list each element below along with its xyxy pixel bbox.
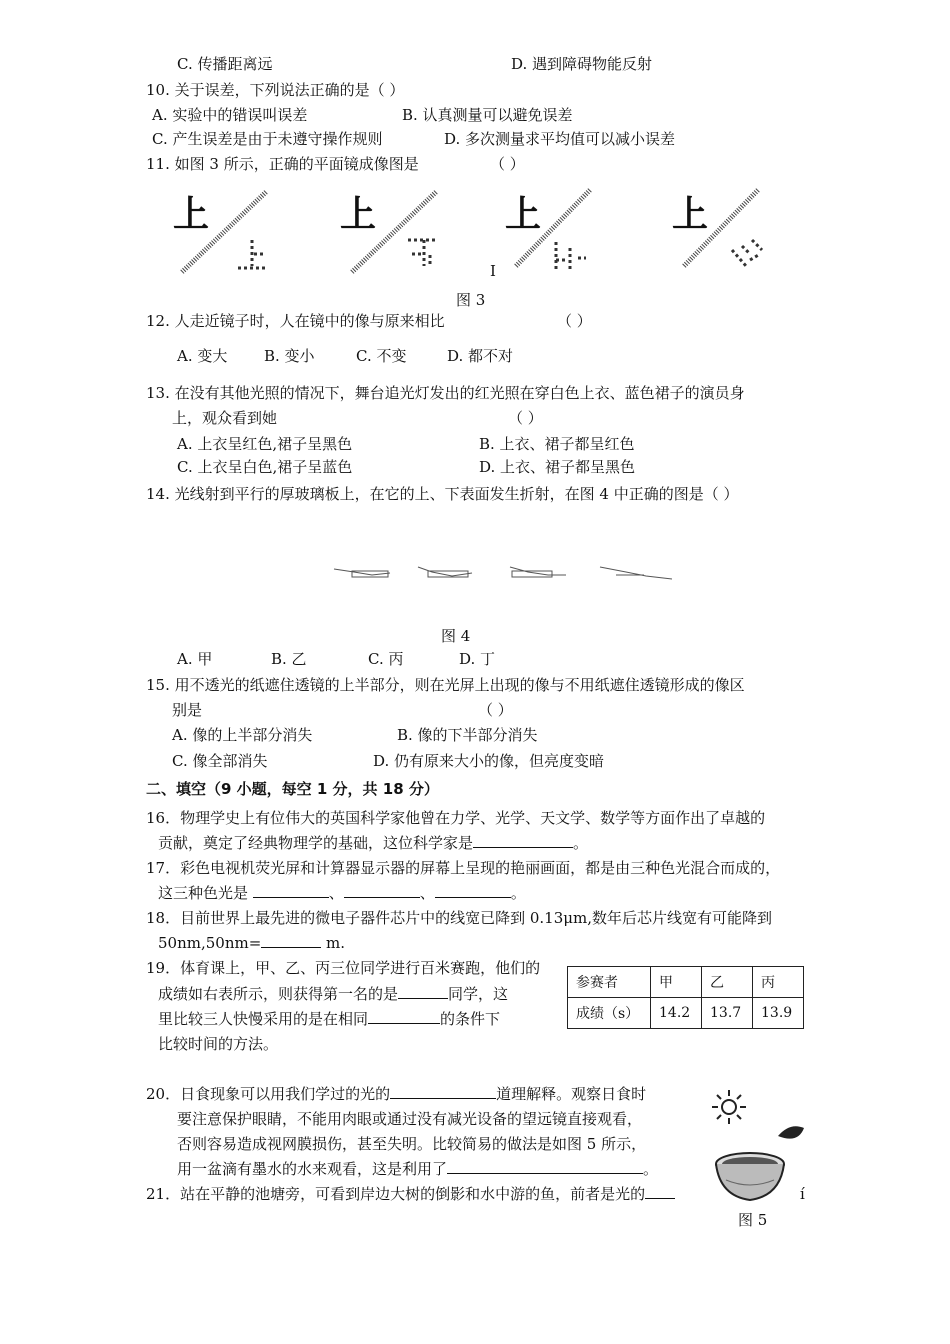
eye-icon [776, 1122, 806, 1148]
q15-option-d: D. 仍有原来大小的像，但亮度变暗 [373, 752, 605, 770]
q20-line3: 否则容易造成视网膜损伤，甚至失明。比较简易的做法是如图 5 所示， [177, 1135, 647, 1153]
table-header-cell: 乙 [702, 967, 753, 998]
table-header-cell: 参赛者 [568, 967, 651, 998]
q19-blank-2[interactable] [368, 1009, 440, 1024]
image-3 [548, 238, 588, 278]
q15-stem-line2: 别是 [172, 701, 203, 719]
object-char-4: 上 [672, 194, 709, 235]
figure-3-caption: 图 3 [456, 291, 486, 309]
q18-line1: 18．目前世界上最先进的微电子器件芯片中的线宽已降到 0.13μm,数年后芯片线宽有可能降到 [146, 909, 772, 927]
q12-option-b: B. 变小 [264, 347, 315, 365]
q10-stem: 10. 关于误差，下列说法正确的是（ ） [146, 81, 405, 99]
q19-blank-1[interactable] [398, 984, 448, 999]
q17-line1: 17．彩色电视机荧光屏和计算器显示器的屏幕上呈现的艳丽画面，都是由三种色光混合而成的， [146, 859, 781, 877]
q18-line2: 50nm,50nm= m. [158, 934, 346, 952]
q13-stem-line2: 上，观众看到她 [172, 409, 278, 427]
q15-paren: （ ） [478, 701, 513, 719]
glass-diagram-b [416, 563, 476, 583]
q21-line1: 21．站在平静的池塘旁，可看到岸边大树的倒影和水中游的鱼，前者是光的 [146, 1184, 675, 1204]
table-cell: 14.2 [651, 998, 702, 1029]
q15-option-b: B. 像的下半部分消失 [397, 726, 538, 744]
glass-diagram-c [508, 563, 568, 583]
q10-option-c: C. 产生误差是由于未遵守操作规则 [152, 130, 383, 148]
q17-blank-3[interactable] [435, 883, 511, 898]
q14-option-a: A. 甲 [177, 650, 213, 668]
q17-blank-2[interactable] [344, 883, 420, 898]
stray-mark: I [490, 262, 496, 280]
q13-stem-line1: 13. 在没有其他光照的情况下，舞台追光灯发出的红光照在穿白色上衣、蓝色裙子的演员身 [146, 384, 745, 402]
q10-option-d: D. 多次测量求平均值可以减小误差 [444, 130, 676, 148]
figure-4-caption: 图 4 [441, 627, 471, 645]
q12-option-c: C. 不变 [356, 347, 407, 365]
table-header-cell: 丙 [753, 967, 804, 998]
table-header-cell: 甲 [651, 967, 702, 998]
q19-line2: 成绩如右表所示，则获得第一名的是 同学，这 [158, 985, 509, 1003]
q9-option-c: C. 传播距离远 [177, 55, 273, 73]
object-char-3: 上 [505, 194, 542, 235]
q20-blank-1[interactable] [390, 1084, 496, 1099]
q10-option-a: A. 实验中的错误叫误差 [152, 106, 308, 124]
image-4 [728, 236, 768, 272]
table-row-label: 成绩（s） [568, 998, 651, 1029]
q20-line4: 用一盆滴有墨水的水来观看，这是利用了 。 [177, 1160, 659, 1178]
q13-option-d: D. 上衣、裙子都呈黑色 [479, 458, 636, 476]
glass-diagram-a [332, 563, 392, 583]
q15-option-a: A. 像的上半部分消失 [172, 726, 313, 744]
q11-paren: （ ） [490, 155, 525, 173]
q15-option-c: C. 像全部消失 [172, 752, 268, 770]
object-char-2: 上 [340, 194, 377, 235]
q21-tail: í [800, 1185, 805, 1203]
glass-diagram-d [596, 563, 676, 583]
q14-option-d: D. 丁 [459, 650, 496, 668]
q14-option-b: B. 乙 [271, 650, 307, 668]
q20-line2: 要注意保护眼睛，不能用肉眼或通过没有减光设备的望远镜直接观看， [177, 1110, 643, 1128]
q9-option-d: D. 遇到障碍物能反射 [511, 55, 653, 73]
q21-blank[interactable] [645, 1184, 675, 1199]
q13-option-a: A. 上衣呈红色,裙子呈黑色 [177, 435, 353, 453]
q17-blank-1[interactable] [253, 883, 329, 898]
figure-5-caption: 图 5 [738, 1211, 768, 1229]
q16-line1: 16．物理学史上有位伟大的英国科学家他曾在力学、光学、天文学、数学等方面作出了卓越的 [146, 809, 766, 827]
q15-stem-line1: 15. 用不透光的纸遮住透镜的上半部分，则在光屏上出现的像与不用纸遮住透镜形成的像区 [146, 676, 745, 694]
table-header-row [568, 967, 804, 998]
table-row [568, 998, 804, 1029]
sun-icon [710, 1088, 748, 1126]
q12-paren: （ ） [557, 312, 592, 330]
q14-stem: 14. 光线射到平行的厚玻璃板上，在它的上、下表面发生折射，在图 4 中正确的图是（ ） [146, 485, 739, 503]
q14-option-c: C. 丙 [368, 650, 404, 668]
q17-line2: 这三种色光是 、 、 。 [158, 884, 526, 902]
table-cell: 13.9 [753, 998, 804, 1029]
q16-line2: 贡献，奠定了经典物理学的基础，这位科学家是 。 [158, 834, 589, 852]
q13-option-c: C. 上衣呈白色,裙子呈蓝色 [177, 458, 353, 476]
q19-line3: 里比较三人快慢采用的是在相同 的条件下 [158, 1010, 501, 1028]
q19-line1: 19．体育课上，甲、乙、丙三位同学进行百米赛跑，他们的 [146, 959, 541, 977]
q11-stem: 11. 如图 3 所示，正确的平面镜成像图是 [146, 155, 419, 173]
q20-blank-2[interactable] [447, 1159, 643, 1174]
q10-option-b: B. 认真测量可以避免误差 [402, 106, 573, 124]
image-2 [404, 234, 444, 274]
q12-stem: 12. 人走近镜子时，人在镜中的像与原来相比 [146, 312, 445, 330]
q18-blank[interactable] [261, 933, 321, 948]
q13-paren: （ ） [508, 409, 543, 427]
image-1 [234, 236, 274, 276]
table-cell: 13.7 [702, 998, 753, 1029]
q19-line4: 比较时间的方法。 [158, 1035, 279, 1053]
q13-option-b: B. 上衣、裙子都呈红色 [479, 435, 635, 453]
q12-option-a: A. 变大 [177, 347, 228, 365]
section-2-heading: 二、填空（9 小题，每空 1 分，共 18 分） [146, 780, 439, 798]
basin-icon [712, 1150, 788, 1204]
q12-option-d: D. 都不对 [447, 347, 514, 365]
q20-line1: 20．日食现象可以用我们学过的光的 道理解释。观察日食时 [146, 1085, 647, 1103]
race-results-table [567, 966, 804, 1029]
q16-blank[interactable] [473, 833, 573, 848]
object-char-1: 上 [173, 194, 210, 235]
